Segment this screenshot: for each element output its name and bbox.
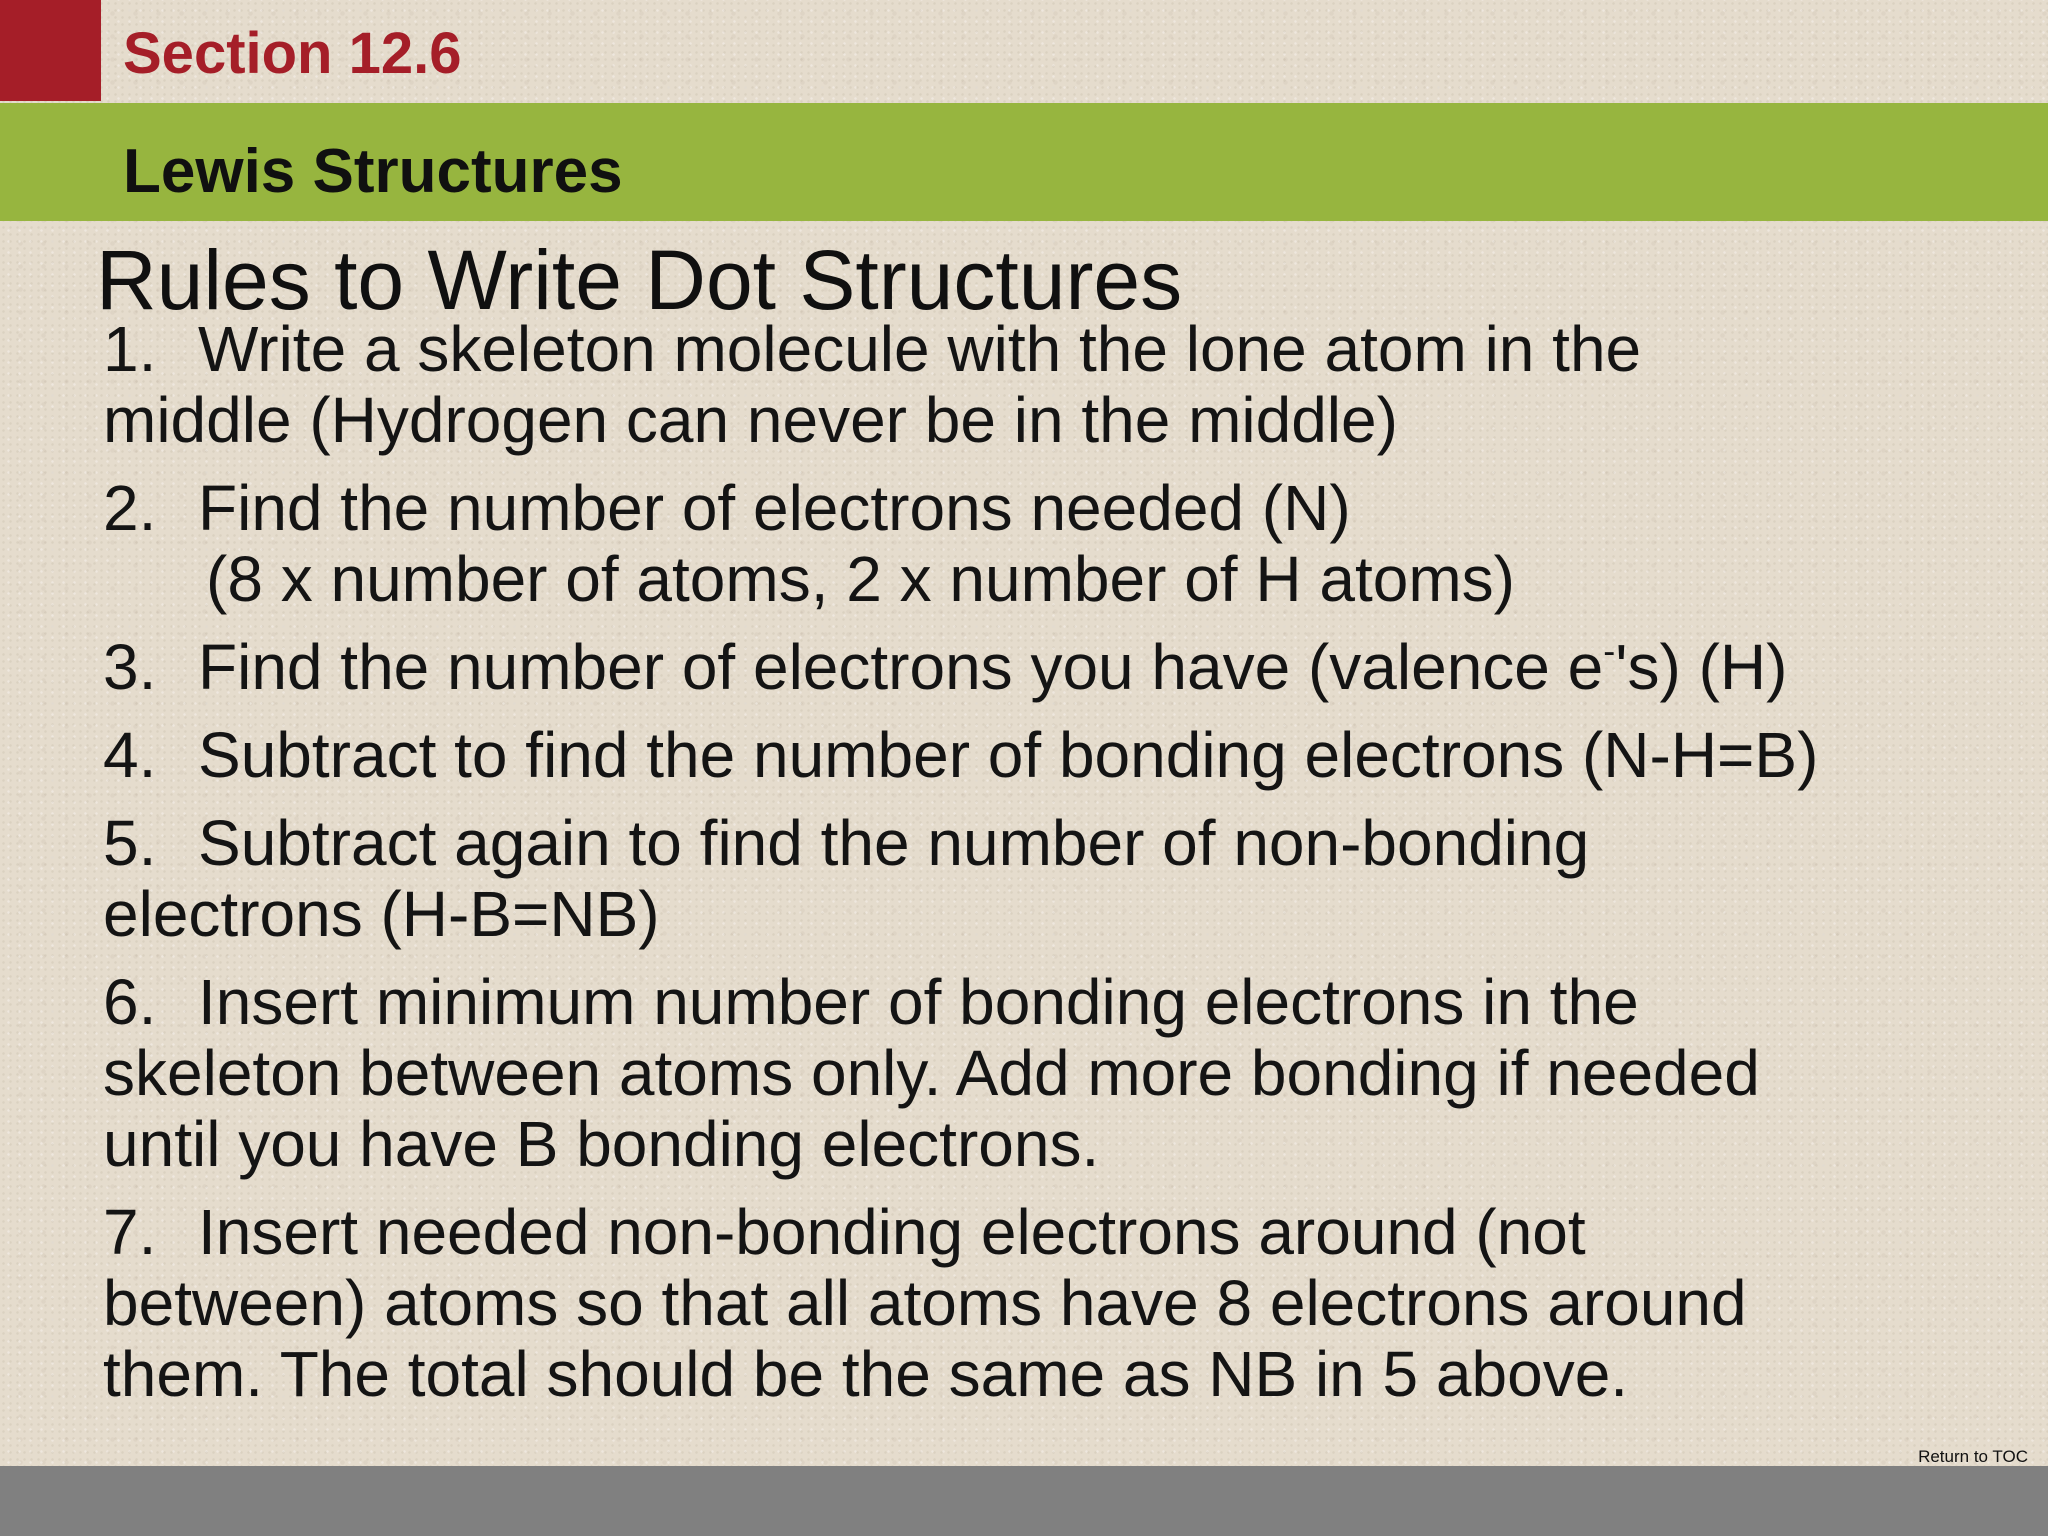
rule-number: 1. (103, 313, 157, 385)
section-label: Section 12.6 (123, 21, 462, 86)
rule-1-line-2: middle (Hydrogen can never be in the middle) (103, 384, 1398, 456)
rule-number: 7. (103, 1196, 157, 1268)
rule-2 (103, 473, 2003, 615)
rule-6 (103, 967, 2003, 1180)
rule-6-line-3: until you have B bonding electrons. (103, 1108, 1100, 1180)
rule-6-line-1: 6. Insert minimum number of bonding electrons in the (103, 966, 1639, 1038)
rule-5-line-1: 5. Subtract again to find the number of non-bonding (103, 807, 1590, 879)
rule-7-line-1: 7. Insert needed non-bonding electrons around (not (103, 1196, 1586, 1268)
rule-4 (103, 720, 2003, 791)
rule-number: 6. (103, 966, 157, 1038)
rule-5-line-2: electrons (H-B=NB) (103, 878, 660, 950)
rule-1 (103, 314, 2003, 456)
rule-7-line-3: them. The total should be the same as NB in 5 above. (103, 1338, 1629, 1410)
rule-2-line-1: 2. Find the number of electrons needed (N) (103, 472, 1351, 544)
rule-2-subline: (8 x number of atoms, 2 x number of H atoms) (206, 543, 1515, 615)
slide-title: Rules to Write Dot Structures (96, 233, 1183, 327)
rule-number: 2. (103, 472, 157, 544)
rule-7-line-2: between) atoms so that all atoms have 8 electrons around (103, 1267, 1747, 1339)
footer-bar (0, 1466, 2048, 1536)
rule-3-line-1: 3. Find the number of electrons you have (valence e-'s) (H) (103, 630, 1788, 703)
rule-number: 5. (103, 807, 157, 879)
rules-list (103, 314, 2003, 1427)
rule-7 (103, 1197, 2003, 1410)
rule-4-line-1: 4. Subtract to find the number of bonding electrons (N-H=B) (103, 719, 1819, 791)
rule-5 (103, 808, 2003, 950)
rule-number: 4. (103, 719, 157, 791)
superscript-minus: - (1603, 630, 1616, 671)
rule-1-line-1: 1. Write a skeleton molecule with the lone atom in the (103, 313, 1642, 385)
rule-6-line-2: skeleton between atoms only. Add more bonding if needed (103, 1037, 1760, 1109)
rule-3 (103, 632, 2003, 703)
chapter-title: Lewis Structures (123, 137, 623, 206)
return-to-toc-link[interactable]: Return to TOC (1918, 1447, 2028, 1466)
rule-number: 3. (103, 631, 157, 703)
section-color-block (0, 0, 101, 101)
